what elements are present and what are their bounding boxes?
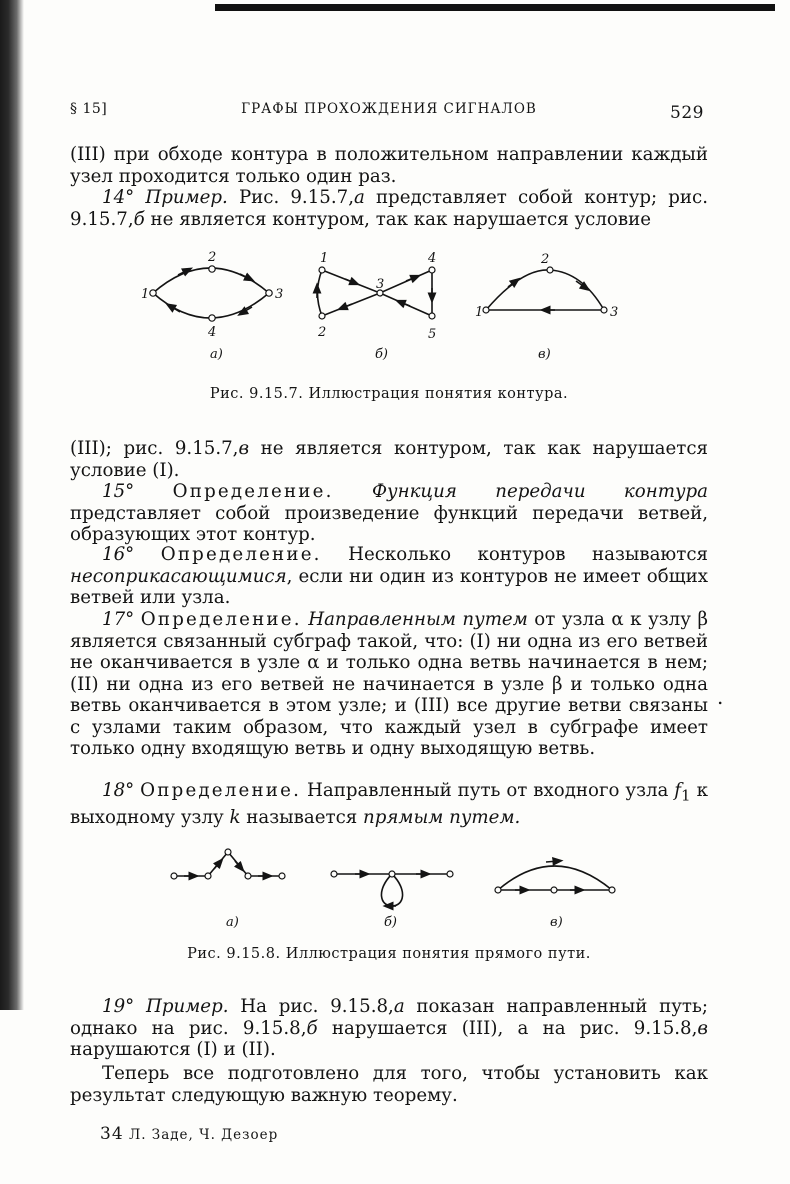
paragraph-text: Направленный путь от входного узла [301,780,675,801]
node-label: 3 [376,277,385,292]
subfigure-label: в) [550,915,563,930]
fig-ref-b: б [306,1017,318,1039]
example-heading: Пример. [145,187,228,208]
defined-term: прямым путем. [363,807,521,829]
paragraph-text: Несколько контуров называются [321,544,708,565]
output-node-symbol: k [229,807,241,829]
figure-caption: Рис. 9.15.8. Иллюстрация понятия прямого пути. [187,946,591,962]
paragraph-definition-18 [70,780,708,829]
subfigure-label: а) [210,347,223,362]
example-heading: Пример. [146,996,229,1017]
contour-illustration [130,248,640,368]
item-number: 15° [102,481,135,502]
input-node-symbol: f [674,780,682,801]
page-header [70,99,708,121]
page-number: 529 [670,103,704,123]
paragraph-text: (III); рис. 9.15.7, [70,438,239,459]
node-label: 2 [208,250,217,265]
paragraph-text: к выходному узлу [70,780,708,829]
fig-ref-b: б [133,208,145,230]
running-title: ГРАФЫ ПРОХОЖДЕНИЯ СИГНАЛОВ [241,101,537,117]
paragraph-text: не является контуром, так как нарушается условие [144,208,651,230]
definition-heading: Определение. [172,481,334,502]
direct-path-illustration [160,840,640,932]
fig-ref-v: в [697,1017,708,1039]
paragraph-text: Рис. 9.15.7, [227,187,354,208]
node-label: 1 [320,251,329,266]
item-number: 14° [102,187,135,208]
node-label: 1 [141,287,150,302]
paragraph-text: Теперь все подготовлено для того, чтобы установить как результат следующую важную теорему. [70,1063,708,1106]
fig-ref-a: а [354,187,365,208]
signature-number: 34 [100,1124,124,1144]
definition-heading: Определение. [140,609,302,630]
node-label: 2 [318,325,327,340]
paragraph-text: представляет собой произведение функций передачи ветвей, образующих этот контур. [70,502,708,545]
paragraph-example-14 [70,187,708,230]
scan-top-rule [215,4,775,11]
fig-ref-v: в [238,438,250,459]
item-number: 17° [102,609,135,630]
paragraph-text: представляет собой контур; рис. 9.15.7, [70,187,708,230]
paragraph-text: от узла α к узлу β является связанный субграф такой, что: (I) ни одна из его ветвей не оканчивается в узле α и только одна ветвь начинается в нем; (II) ни одна из его ветвей не начинается в узле β и только одна ветвь оканчивается в этом узле; и (III) все другие ветви связаны с узлами таким образом, что каждый узел в субграфе имеет только одну входящую ветвь и одну выходящую ветвь. [70,609,708,759]
definition-heading: Определение. [140,780,302,801]
paragraph-text: На рис. 9.15.8, [228,996,394,1017]
defined-term: Направленным путем [308,609,528,630]
node-label: 2 [541,252,550,267]
defined-term: несоприкасающимися [70,565,287,587]
paragraph-condition-i [70,438,708,481]
item-number: 19° [102,996,135,1017]
paragraph-text: нарушается (III), а на рис. 9.15.8, [317,1017,698,1039]
scan-binding-edge [0,0,24,1010]
subfigure-label: б) [384,915,398,930]
fig-ref-a: а [393,996,405,1017]
paragraph-text: , если ни один из контуров не имеет общих ветвей или узла. [70,565,708,608]
figure-9-15-7 [130,248,640,368]
margin-mark: . [717,685,724,709]
node-label: 1 [475,305,484,320]
paragraph-text: (III) при обходе контура в положительном направлении каждый узел проходится только один раз. [70,144,708,187]
paragraph-condition-iii [70,144,708,187]
node-label: 3 [275,287,284,302]
subfigure-label: б) [375,347,389,362]
path-c-arc [486,270,604,310]
paragraph-definition-15 [70,481,708,546]
node-label: 3 [610,305,619,320]
figure-caption: Рис. 9.15.7. Иллюстрация понятия контура. [209,386,569,402]
paragraph-text: показан направленный путь; однако на рис. 9.15.8, [70,996,708,1039]
item-number: 16° [102,544,135,565]
paragraph-definition-16 [70,544,708,609]
paragraph-text: называется [240,807,364,829]
paragraph-text: нарушаются (I) и (II). [70,1039,276,1060]
node-label: 4 [428,251,437,266]
subfigure-label: а) [226,915,239,930]
input-node-subscript: 1 [681,786,691,805]
printer-signature [100,1124,278,1144]
figure-9-15-8 [160,840,640,932]
signature-authors: Л. Заде, Ч. Дезоер [128,1127,279,1143]
paragraph-example-19 [70,996,708,1061]
paragraph-text: не является контуром, так как нарушается условие (I). [70,438,708,481]
definition-heading: Определение. [160,544,322,565]
item-number: 18° [102,780,135,801]
node-label: 4 [208,325,217,340]
node-label: 5 [428,327,437,342]
defined-term: Функция передачи контура [371,481,708,502]
subfigure-label: в) [538,347,551,362]
section-ref: § 15] [70,101,108,117]
paragraph-conclusion [70,1063,708,1106]
paragraph-definition-17 [70,609,708,760]
